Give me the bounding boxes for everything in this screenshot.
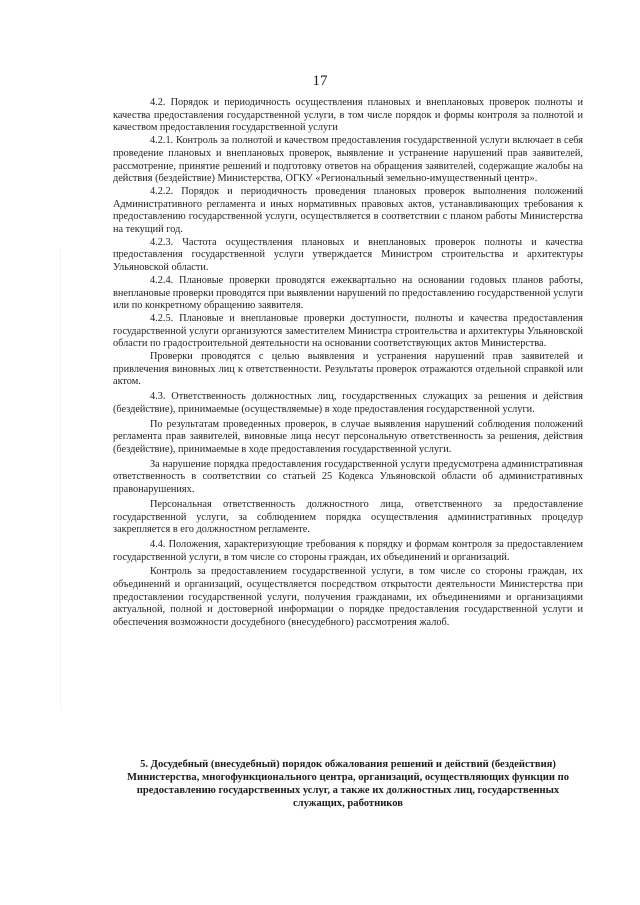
paragraph-4-2-3: 4.2.3. Частота осуществления плановых и внеплановых проверок полноты и качества предоставления государственной услуги утверждается Министром строительства и архитектуры Ульяновской области. (113, 236, 583, 274)
paragraph-inspections-purpose: Проверки проводятся с целью выявления и устранения нарушений прав заявителей и привлечения виновных лиц к ответственности. Результаты проверок отражаются отдельной справкой или актом. (113, 351, 583, 388)
paragraph-4-2-2: 4.2.2. Порядок и периодичность проведения плановых проверок выполнения положений Административного регламента и иных нормативных правовых актов, устанавливающих требования к предоставлению государственной услуги, осуществляется в соответствии с планом работы Министерства на текущий год. (113, 185, 583, 236)
paragraph-4-4: 4.4. Положения, характеризующие требования к порядку и формам контроля за предоставлением государственной услуги, в том числе со стороны граждан, их объединений и организаций. (113, 538, 583, 563)
paragraph-4-2-1: 4.2.1. Контроль за полнотой и качеством предоставления государственной услуги включает в себя проведение плановых и внеплановых проверок, выявление и устранение нарушений прав заявителей, рассмотрение, принятие решений и подготовку ответов на обращения заявителей, содержащие жалобы на действия (бездействие) Министерства, ОГКУ «Региональный земельно-имущественный центр». (113, 135, 583, 185)
paragraph-4-2-5: 4.2.5. Плановые и внеплановые проверки доступности, полноты и качества предоставления государственной услуги организуются заместителем Министра строительства и архитектуры Ульяновской области по градостроительной деятельности на основании соответствующих актов Министерства. (113, 312, 583, 350)
paragraph-personal-responsibility: По результатам проведенных проверок, в случае выявления нарушений соблюдения положений регламента прав заявителей, виновные лица несут персональную ответственность за решения, действия (бездействие), принимаемые в ходе предоставления государственной услуги. (113, 418, 583, 455)
document-body (113, 97, 583, 630)
paragraph-public-control: Контроль за предоставлением государственной услуги, в том числе со стороны граждан, их объединений и организаций, осуществляется посредством открытости деятельности Министерства при предоставлении государственной услуги, получения гражданами, их объединениями и организациями актуальной, полной и достоверной информации о порядке предоставления государственной услуги и обеспечения возможности досудебного (внесудебного) рассмотрения жалоб. (113, 566, 583, 629)
paragraph-administrative-liability: За нарушение порядка предоставления государственной услуги предусмотрена административная ответственность в соответствии со статьей 25 Кодекса Ульяновской области об административных правонарушениях. (113, 458, 583, 496)
paragraph-4-2-4: 4.2.4. Плановые проверки проводятся ежеквартально на основании годовых планов работы, внеплановые проверки проводятся при выявлении нарушений по предоставлению государственной услуги или по конкретному обращению заявителя. (113, 274, 583, 312)
paragraph-4-3: 4.3. Ответственность должностных лиц, государственных служащих за решения и действия (бездействие), принимаемые (осуществляемые) в ходе предоставления государственной услуги. (113, 391, 583, 415)
section-5-heading: 5. Досудебный (внесудебный) порядок обжалования решений и действий (бездействия) Министерства, многофункционального центра, организаций, осуществляющих функции по предоставлению государственных услуг, а также их должностных лиц, государственных служащих, работников (126, 759, 569, 809)
page-number: 17 (312, 73, 328, 89)
paragraph-official-responsibility: Персональная ответственность должностного лица, ответственного за предоставление государственной услуги, за соблюдением порядка осуществления административных процедур закрепляется в его должностном регламенте. (113, 498, 583, 536)
paragraph-4-2: 4.2. Порядок и периодичность осуществления плановых и внеплановых проверок полноты и качества предоставления государственной услуги, в том числе порядок и формы контроля за полнотой и качеством предоставления государственной услуги (113, 97, 583, 134)
scan-margin-artifact (60, 250, 65, 710)
